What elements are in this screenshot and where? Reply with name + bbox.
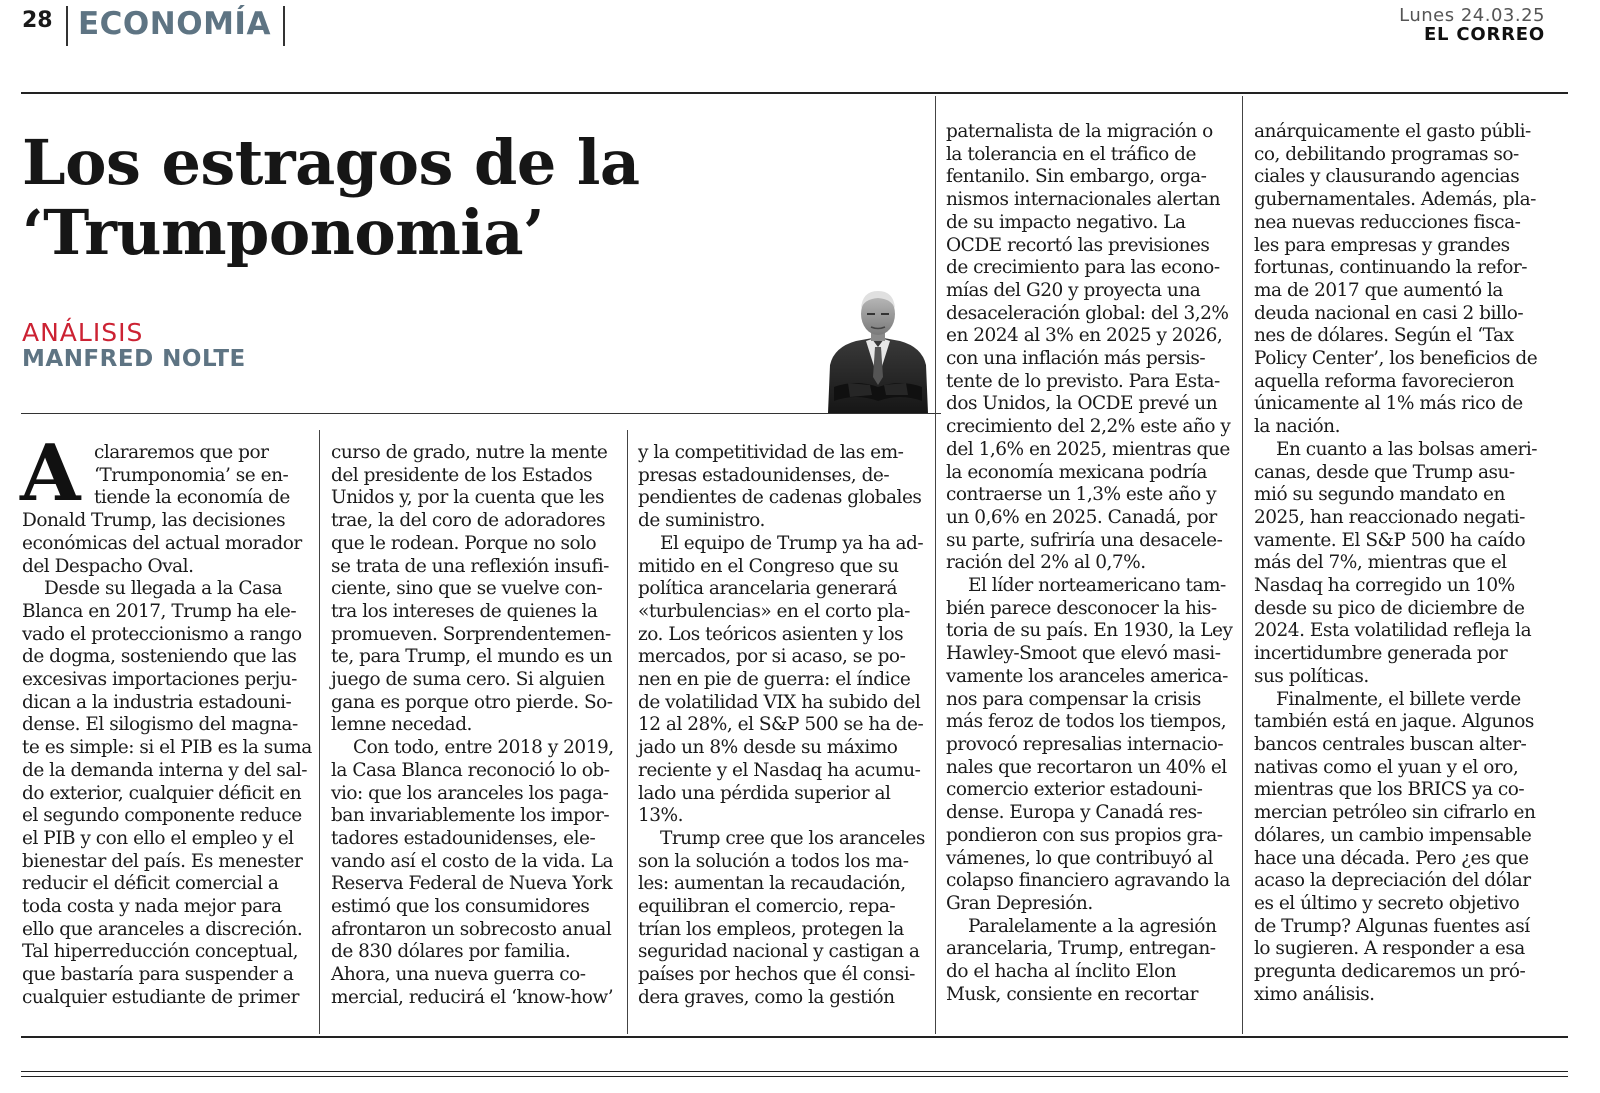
text-line: toda costa y nada mejor para — [22, 896, 282, 918]
text-line: anárquicamente el gasto públi- — [1254, 121, 1531, 142]
text-line: dense. El silogismo del magna- — [22, 714, 298, 736]
newspaper-name: EL CORREO — [1423, 24, 1545, 45]
text-line: El equipo de Trump ya ha ad- — [660, 532, 924, 554]
text-line: su parte, sufriría una desacele- — [946, 529, 1223, 551]
text-line: también está en jaque. Algunos — [1254, 711, 1534, 733]
article-column-5 — [1254, 121, 1550, 1006]
text-line: cualquier estudiante de primer — [22, 986, 299, 1008]
column-divider — [627, 430, 628, 1034]
text-line: estimó que los consumidores — [331, 896, 590, 918]
text-line: OCDE recortó las previsiones — [946, 234, 1210, 256]
text-line: fentanilo. Sin embargo, orga- — [946, 166, 1207, 188]
text-line: tra los intereses de quienes la — [331, 600, 598, 622]
footer-rule — [21, 1071, 1568, 1072]
article-column-3 — [638, 442, 934, 1010]
text-line: comercio exterior estadouni- — [946, 779, 1203, 801]
text-line: nos para compensar la crisis — [946, 688, 1201, 710]
text-line: reciente y el Nasdaq ha acumu- — [638, 759, 921, 781]
article-author: MANFRED NOLTE — [22, 346, 246, 372]
page-number: 28 — [22, 8, 53, 33]
text-line: trae, la del coro de adoradores — [331, 510, 606, 532]
text-line: política arancelaria generará — [638, 578, 898, 600]
text-line: 13%. — [638, 805, 683, 827]
text-line: del presidente de los Estados — [331, 464, 593, 486]
text-line: pondieron con sus propios gra- — [946, 824, 1223, 846]
text-line: de la demanda interna y del sal- — [22, 759, 308, 781]
text-line: nea nuevas reducciones fisca- — [1254, 211, 1521, 233]
text-line: ciales y clausurando agencias — [1254, 166, 1520, 188]
text-line: que le rodean. Porque no solo — [331, 532, 597, 554]
text-line: más feroz de todos los tiempos, — [946, 711, 1227, 733]
text-line: tadores estadounidenses, ele- — [331, 827, 596, 849]
text-line: bancos centrales buscan alter- — [1254, 733, 1527, 755]
article-title-line2: ‘Trumponomia’ — [22, 196, 545, 269]
column-divider — [1242, 96, 1243, 1034]
headline-rule — [21, 413, 941, 414]
text-line: trían los empleos, protegen la — [638, 918, 904, 940]
text-line: nen en pie de guerra: el índice — [638, 669, 911, 691]
text-line: colapso financiero agravando la — [946, 870, 1230, 892]
text-line: vamente. El S&P 500 ha caído — [1254, 529, 1526, 551]
text-line: ‘Trumponomia’ se en- — [94, 464, 289, 486]
text-line: provocó represalias internacio- — [946, 733, 1224, 755]
text-line: la nación. — [1254, 416, 1340, 438]
section-name: ECONOMÍA — [78, 6, 271, 42]
text-line: jado un 8% desde su máximo — [638, 737, 898, 759]
text-line: Finalmente, el billete verde — [1276, 688, 1521, 710]
text-line: juego de suma cero. Si alguien — [331, 669, 605, 691]
text-line: vado el proteccionismo a rango — [22, 623, 302, 645]
text-line: del Despacho Oval. — [22, 555, 194, 577]
text-line: les para empresas y grandes — [1254, 234, 1510, 256]
text-line: promueven. Sorprendentemen- — [331, 623, 611, 645]
text-line: de suministro. — [638, 510, 765, 532]
text-line: de dogma, sosteniendo que las — [22, 646, 297, 668]
text-line: de 830 dólares por familia. — [331, 941, 571, 963]
text-line: mías del G20 y proyecta una — [946, 279, 1201, 301]
text-line: lemne necedad. — [331, 714, 472, 736]
text-line: Paralelamente a la agresión — [968, 915, 1217, 937]
text-line: que bastaría para suspender a — [22, 964, 294, 986]
text-line: el segundo componente reduce — [22, 805, 302, 827]
text-line: En cuanto a las bolsas ameri- — [1276, 438, 1538, 460]
article-column-1 — [20, 428, 318, 1010]
text-line: 2025, han reaccionado negati- — [1254, 506, 1525, 528]
text-line: te es simple: si el PIB es la suma — [22, 737, 312, 759]
text-line: se trata de una reflexión insufi- — [331, 555, 609, 577]
text-line: deuda nacional en casi 2 billo- — [1254, 302, 1524, 324]
text-line: tiende la economía de — [94, 487, 290, 509]
text-line: toria de su país. En 1930, la Ley — [946, 620, 1233, 642]
text-line: 12 al 28%, el S&P 500 se ha de- — [638, 714, 924, 736]
text-line: curso de grado, nutre la mente — [331, 442, 608, 463]
text-line: Blanca en 2017, Trump ha ele- — [22, 600, 297, 622]
text-line: Trump cree que los aranceles — [660, 827, 925, 849]
text-line: tente de lo previsto. Para Esta- — [946, 370, 1220, 392]
text-line: mercian petróleo sin cifrarlo en — [1254, 802, 1536, 824]
author-photo — [826, 287, 930, 413]
text-line: dólares, un cambio impensable — [1254, 824, 1532, 846]
text-line: presas estadounidenses, de- — [638, 464, 890, 486]
text-line: mió su segundo mandato en — [1254, 484, 1505, 506]
text-line: do el hacha al ínclito Elon — [946, 961, 1177, 983]
section-divider-left — [66, 6, 68, 46]
text-line: Con todo, entre 2018 y 2019, — [353, 737, 614, 759]
text-line: acaso la depreciación del dólar — [1254, 870, 1531, 892]
text-line: te, para Trump, el mundo es un — [331, 646, 613, 668]
text-line: mitido en el Congreso que su — [638, 555, 899, 577]
text-line: vamente los aranceles america- — [946, 665, 1228, 687]
text-line: do exterior, cualquier déficit en — [22, 782, 302, 804]
issue-date: Lunes 24.03.25 — [1399, 5, 1545, 26]
text-line: hace una década. Pero ¿es que — [1254, 847, 1529, 869]
text-line: reducir el déficit comercial a — [22, 873, 279, 895]
text-line: ximo análisis. — [1254, 983, 1375, 1005]
text-line: ban invariablemente los impor- — [331, 805, 610, 827]
text-line: El líder norteamericano tam- — [968, 575, 1226, 597]
article-title — [22, 128, 640, 268]
text-line: paternalista de la migración o — [946, 121, 1213, 142]
text-line: Unidos y, por la cuenta que les — [331, 487, 604, 509]
text-line: Policy Center’, los beneficios de — [1254, 348, 1538, 370]
text-line: bién parece desconocer la his- — [946, 597, 1217, 619]
text-line: es el último y secreto objetivo — [1254, 892, 1520, 914]
article-bottom-rule — [21, 1036, 1568, 1038]
text-line: de su impacto negativo. La — [946, 211, 1186, 233]
text-line: «turbulencias» en el corto pla- — [638, 600, 910, 622]
text-line: canas, desde que Trump asu- — [1254, 461, 1515, 483]
text-line: mientras que los BRICS ya co- — [1254, 779, 1525, 801]
text-line: el PIB y con ello el empleo y el — [22, 827, 294, 849]
article-column-2 — [331, 442, 627, 1010]
text-line: vando así el costo de la vida. La — [331, 850, 614, 872]
text-line: la Casa Blanca reconoció lo ob- — [331, 759, 610, 781]
text-line: son la solución a todos los ma- — [638, 850, 909, 872]
text-line: pendientes de cadenas globales — [638, 487, 922, 509]
text-line: nismos internacionales alertan — [946, 189, 1221, 211]
text-line: únicamente al 1% más rico de — [1254, 393, 1523, 415]
text-line: sus políticas. — [1254, 665, 1369, 687]
text-line: mercados, por si acaso, se po- — [638, 646, 906, 668]
text-line: Hawley-Smoot que elevó masi- — [946, 643, 1221, 665]
text-line: bienestar del país. Es menester — [22, 850, 303, 872]
text-line: aquella reforma favorecieron — [1254, 370, 1514, 392]
text-line: Tal hiperreducción conceptual, — [22, 941, 299, 963]
text-line: Gran Depresión. — [946, 892, 1093, 914]
text-line: nativas como el yuan y el oro, — [1254, 756, 1519, 778]
text-line: del 1,6% en 2025, mientras que — [946, 438, 1230, 460]
text-line: lo sugieren. A responder a esa — [1254, 938, 1525, 960]
text-line: Donald Trump, las decisiones — [22, 510, 286, 532]
article-column-4 — [946, 121, 1242, 1006]
text-line: vámenes, lo que contribuyó al — [946, 847, 1213, 869]
text-line: ma de 2017 que aumentó la — [1254, 279, 1503, 301]
text-line: más del 7%, mientras que el — [1254, 552, 1507, 574]
text-line: mercial, reducirá el ‘know-how’ — [331, 986, 614, 1008]
text-line: de crecimiento para las econo- — [946, 257, 1220, 279]
text-line: fortunas, continuando la refor- — [1254, 257, 1527, 279]
text-line: ello que aranceles a discreción. — [22, 918, 303, 940]
text-line: contraerse un 1,3% este año y — [946, 484, 1217, 506]
text-line: la economía mexicana podría — [946, 461, 1207, 483]
text-line: Reserva Federal de Nueva York — [331, 873, 613, 895]
text-line: lado una pérdida superior al — [638, 782, 891, 804]
text-line: vio: que los aranceles los paga- — [331, 782, 609, 804]
text-line: la tolerancia en el tráfico de — [946, 143, 1196, 165]
text-line: equilibran el comercio, repa- — [638, 896, 896, 918]
text-line: un 0,6% en 2025. Canadá, por — [946, 506, 1217, 528]
text-line: Ahora, una nueva guerra co- — [331, 964, 586, 986]
header-rule — [21, 92, 1568, 94]
footer-rule — [21, 1076, 1568, 1077]
text-line: países por hechos que él consi- — [638, 964, 915, 986]
text-line: gana es porque otro pierde. So- — [331, 691, 613, 713]
text-line: excesivas importaciones perju- — [22, 669, 297, 691]
text-line: de Trump? Algunas fuentes así — [1254, 915, 1530, 937]
text-line: en 2024 al 3% en 2025 y 2026, — [946, 325, 1223, 347]
text-line: 2024. Esta volatilidad refleja la — [1254, 620, 1532, 642]
text-line: dican a la industria estadouni- — [22, 691, 292, 713]
text-line: dense. Europa y Canadá res- — [946, 802, 1203, 824]
text-line: desaceleración global: del 3,2% — [946, 302, 1229, 324]
text-line: nales que recortaron un 40% el — [946, 756, 1227, 778]
text-line: ciente, sino que se vuelve con- — [331, 578, 603, 600]
text-line: co, debilitando programas so- — [1254, 143, 1519, 165]
text-line: Desde su llegada a la Casa — [44, 578, 283, 600]
section-divider-right — [283, 6, 285, 46]
column-divider — [935, 96, 936, 1034]
text-line: seguridad nacional y castigan a — [638, 941, 920, 963]
text-line: clararemos que por — [94, 442, 269, 463]
text-line: ración del 2% al 0,7%. — [946, 552, 1146, 574]
text-line: crecimiento del 2,2% este año y — [946, 416, 1231, 438]
text-line: pregunta dedicaremos un pró- — [1254, 961, 1526, 983]
text-line: zo. Los teóricos asienten y los — [638, 623, 904, 645]
text-line: afrontaron un sobrecosto anual — [331, 918, 612, 940]
text-line: Musk, consiente en recortar — [946, 983, 1198, 1005]
text-line: desde su pico de diciembre de — [1254, 597, 1525, 619]
article-kicker: ANÁLISIS — [22, 318, 144, 347]
text-line: de volatilidad VIX ha subido del — [638, 691, 921, 713]
text-line: gubernamentales. Además, pla- — [1254, 189, 1536, 211]
article-title-line1: Los estragos de la — [22, 126, 640, 199]
text-line: les: aumentan la recaudación, — [638, 873, 906, 895]
text-line: y la competitividad de las em- — [638, 442, 904, 463]
text-line: dos Unidos, la OCDE prevé un — [946, 393, 1218, 415]
text-line: arancelaria, Trump, entregan- — [946, 938, 1216, 960]
text-line: con una inflación más persis- — [946, 348, 1206, 370]
text-line: incertidumbre generada por — [1254, 643, 1508, 665]
text-line: económicas del actual morador — [22, 532, 302, 554]
text-line: nes de dólares. Según el ‘Tax — [1254, 325, 1514, 347]
text-line: Nasdaq ha corregido un 10% — [1254, 575, 1515, 597]
column-divider — [319, 430, 320, 1034]
text-line: dera graves, como la gestión — [638, 986, 895, 1008]
drop-cap: A — [20, 428, 81, 519]
